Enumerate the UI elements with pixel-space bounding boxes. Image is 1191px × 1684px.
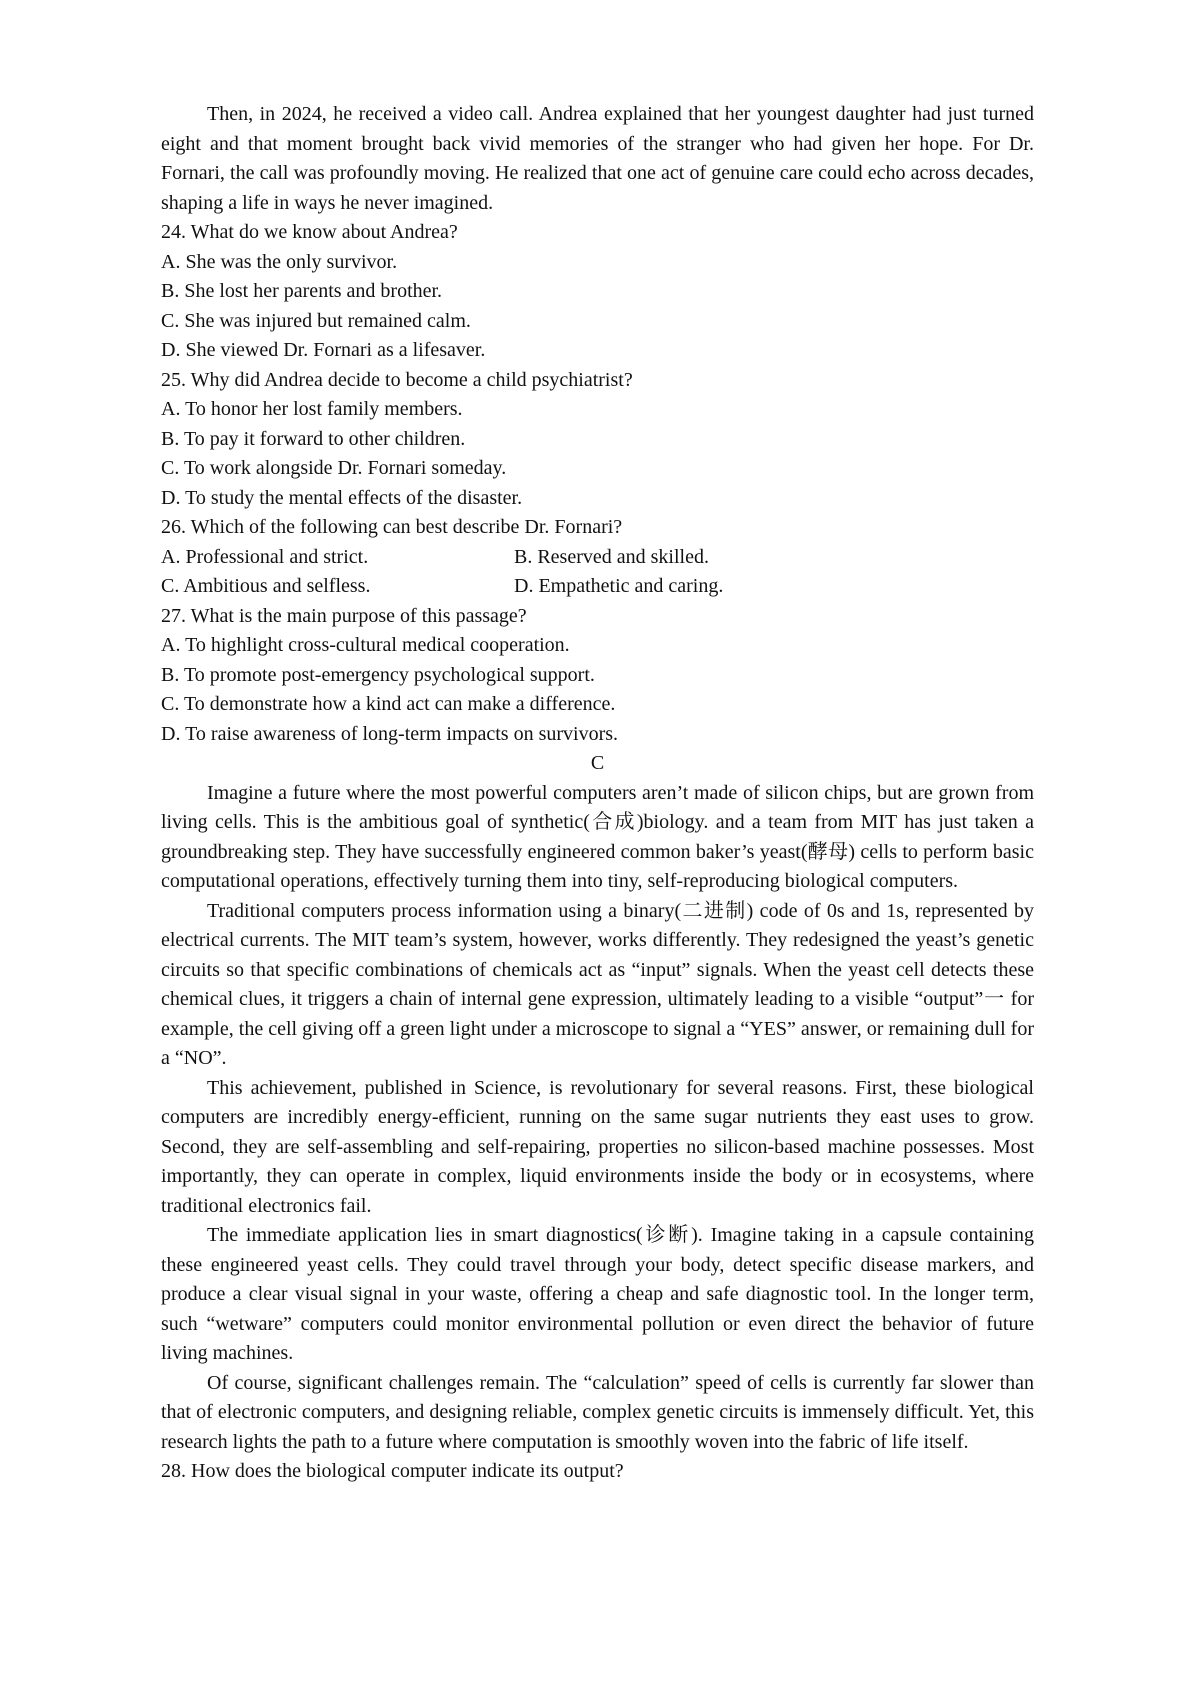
question-28-stem: 28. How does the biological computer indicate its output?: [161, 1460, 624, 1482]
answer-option: C. To demonstrate how a kind act can make a difference.: [161, 693, 616, 715]
question-24: [161, 218, 1034, 366]
passage-paragraph: Of course, significant challenges remain. The “calculation” speed of cells is currently far slower than that of electronic computers, and designing reliable, complex genetic circuits is immensely difficult. Yet, this research lights the path to a future where computation is smoothly woven into the fabric of life itself.: [161, 1371, 1034, 1453]
answer-option: A. To honor her lost family members.: [161, 398, 463, 420]
answer-option: D. She viewed Dr. Fornari as a lifesaver.: [161, 339, 486, 361]
answer-option: B. To promote post-emergency psychological support.: [161, 663, 595, 686]
answer-option: B. Reserved and skilled.: [514, 545, 709, 568]
answer-option: B. She lost her parents and brother.: [161, 280, 443, 302]
question-stem: 26. Which of the following can best describe Dr. Fornari?: [161, 516, 623, 538]
question-stem: 25. Why did Andrea decide to become a child psychiatrist?: [161, 368, 633, 391]
question-27: [161, 602, 1034, 750]
passage-heading: C: [590, 752, 605, 774]
question-stem: 27. What is the main purpose of this passage?: [161, 604, 527, 627]
question-26: [161, 513, 1034, 602]
answer-option: C. To work alongside Dr. Fornari someday.: [161, 457, 507, 479]
passage-paragraph: This achievement, published in Science, is revolutionary for several reasons. First, these biological computers are incredibly energy-efficient, running on the same sugar nutrients they east uses to grow. Second, they are self-assembling and self-repairing, properties no silicon-based machine possesses. Most importantly, they can operate in complex, liquid environments inside the body or in ecosystems, where traditional electronics fail.: [161, 1076, 1034, 1217]
answer-option: A. To highlight cross-cultural medical cooperation.: [161, 634, 570, 656]
passage-paragraph: The immediate application lies in smart diagnostics(诊断). Imagine taking in a capsule containing these engineered yeast cells. They could travel through your body, detect specific disease markers, and produce a clear visual signal in your waste, offering a cheap and safe diagnostic tool. In the longer term, such “wetware” computers could monitor environmental pollution or even direct the behavior of future living machines.: [161, 1224, 1034, 1364]
passage-paragraph: Imagine a future where the most powerful computers aren’t made of silicon chips, but are grown from living cells. This is the ambitious goal of synthetic(合成)biology. and a team from MIT has just taken a groundbreaking step. They have successfully engineered common baker’s yeast(酵母) cells to perform basic computational operations, effectively turning them into tiny, self-reproducing biological computers.: [161, 781, 1034, 892]
answer-option-row: [161, 572, 1034, 602]
answer-option-row: [161, 543, 1034, 573]
answer-option: A. She was the only survivor.: [161, 250, 398, 273]
answer-option: C. She was injured but remained calm.: [161, 309, 471, 332]
answer-option: D. Empathetic and caring.: [514, 575, 724, 597]
passage-paragraph: Traditional computers process information using a binary(二进制) code of 0s and 1s, represented by electrical currents. The MIT team’s system, however, works differently. They redesigned the yeast’s genetic circuits so that specific combinations of chemicals act as “input” signals. When the yeast cell detects these chemical clues, it triggers a chain of internal gene expression, ultimately leading to a visible “output”一 for example, the cell giving off a green light under a microscope to signal a “YES” answer, or remaining dull for a “NO”.: [161, 899, 1034, 1069]
answer-option: B. To pay it forward to other children.: [161, 427, 466, 450]
answer-option: D. To study the mental effects of the disaster.: [161, 486, 523, 509]
page-content: [161, 100, 1034, 1487]
passage-c-body: [161, 779, 1034, 1458]
question-25: [161, 366, 1034, 514]
question-stem: 24. What do we know about Andrea?: [161, 221, 458, 243]
answer-option: C. Ambitious and selfless.: [161, 575, 371, 597]
answer-option: D. To raise awareness of long-term impacts on survivors.: [161, 722, 619, 745]
answer-option: A. Professional and strict.: [161, 545, 369, 568]
passage-b-final-paragraph: Then, in 2024, he received a video call. Andrea explained that her youngest daughter had just turned eight and that moment brought back vivid memories of the stranger who had given her hope. For Dr. Fornari, the call was profoundly moving. He realized that one act of genuine care could echo across decades, shaping a life in ways he never imagined.: [161, 103, 1034, 214]
